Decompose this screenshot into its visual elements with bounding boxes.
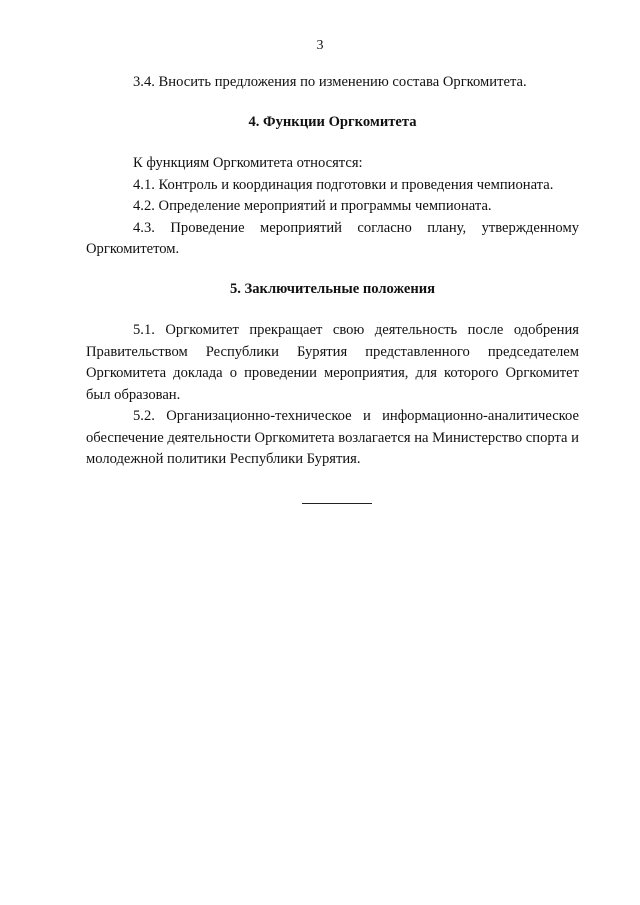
section-4-heading: 4. Функции Оргкомитета <box>248 113 417 130</box>
clause-4-2: 4.2. Определение мероприятий и программы чемпионата. <box>133 198 492 214</box>
clause-3-4: 3.4. Вносить предложения по изменению состава Оргкомитета. <box>133 74 527 90</box>
section-4-intro: К функциям Оргкомитета относятся: <box>133 155 363 171</box>
clause-5-1: 5.1. Оргкомитет прекращает свою деятельность после одобрения Правительством Республики Бурятия представленного председателем Оргкомитета доклада о проведении мероприятия, для которого Оргкомитет был образован. <box>86 322 579 403</box>
document-body <box>86 72 579 471</box>
clause-5-2: 5.2. Организационно-техническое и информационно-аналитическое обеспечение деятельности Оргкомитета возлагается на Министерство спорта и молодежной политики Республики Бурятия. <box>86 408 579 467</box>
clause-4-1: 4.1. Контроль и координация подготовки и проведения чемпионата. <box>133 176 554 193</box>
end-of-document-rule <box>302 503 372 504</box>
page-number: 3 <box>316 38 324 53</box>
clause-4-3: 4.3. Проведение мероприятий согласно плану, утвержденному Оргкомитетом. <box>86 219 579 257</box>
section-5-heading: 5. Заключительные положения <box>229 280 436 297</box>
